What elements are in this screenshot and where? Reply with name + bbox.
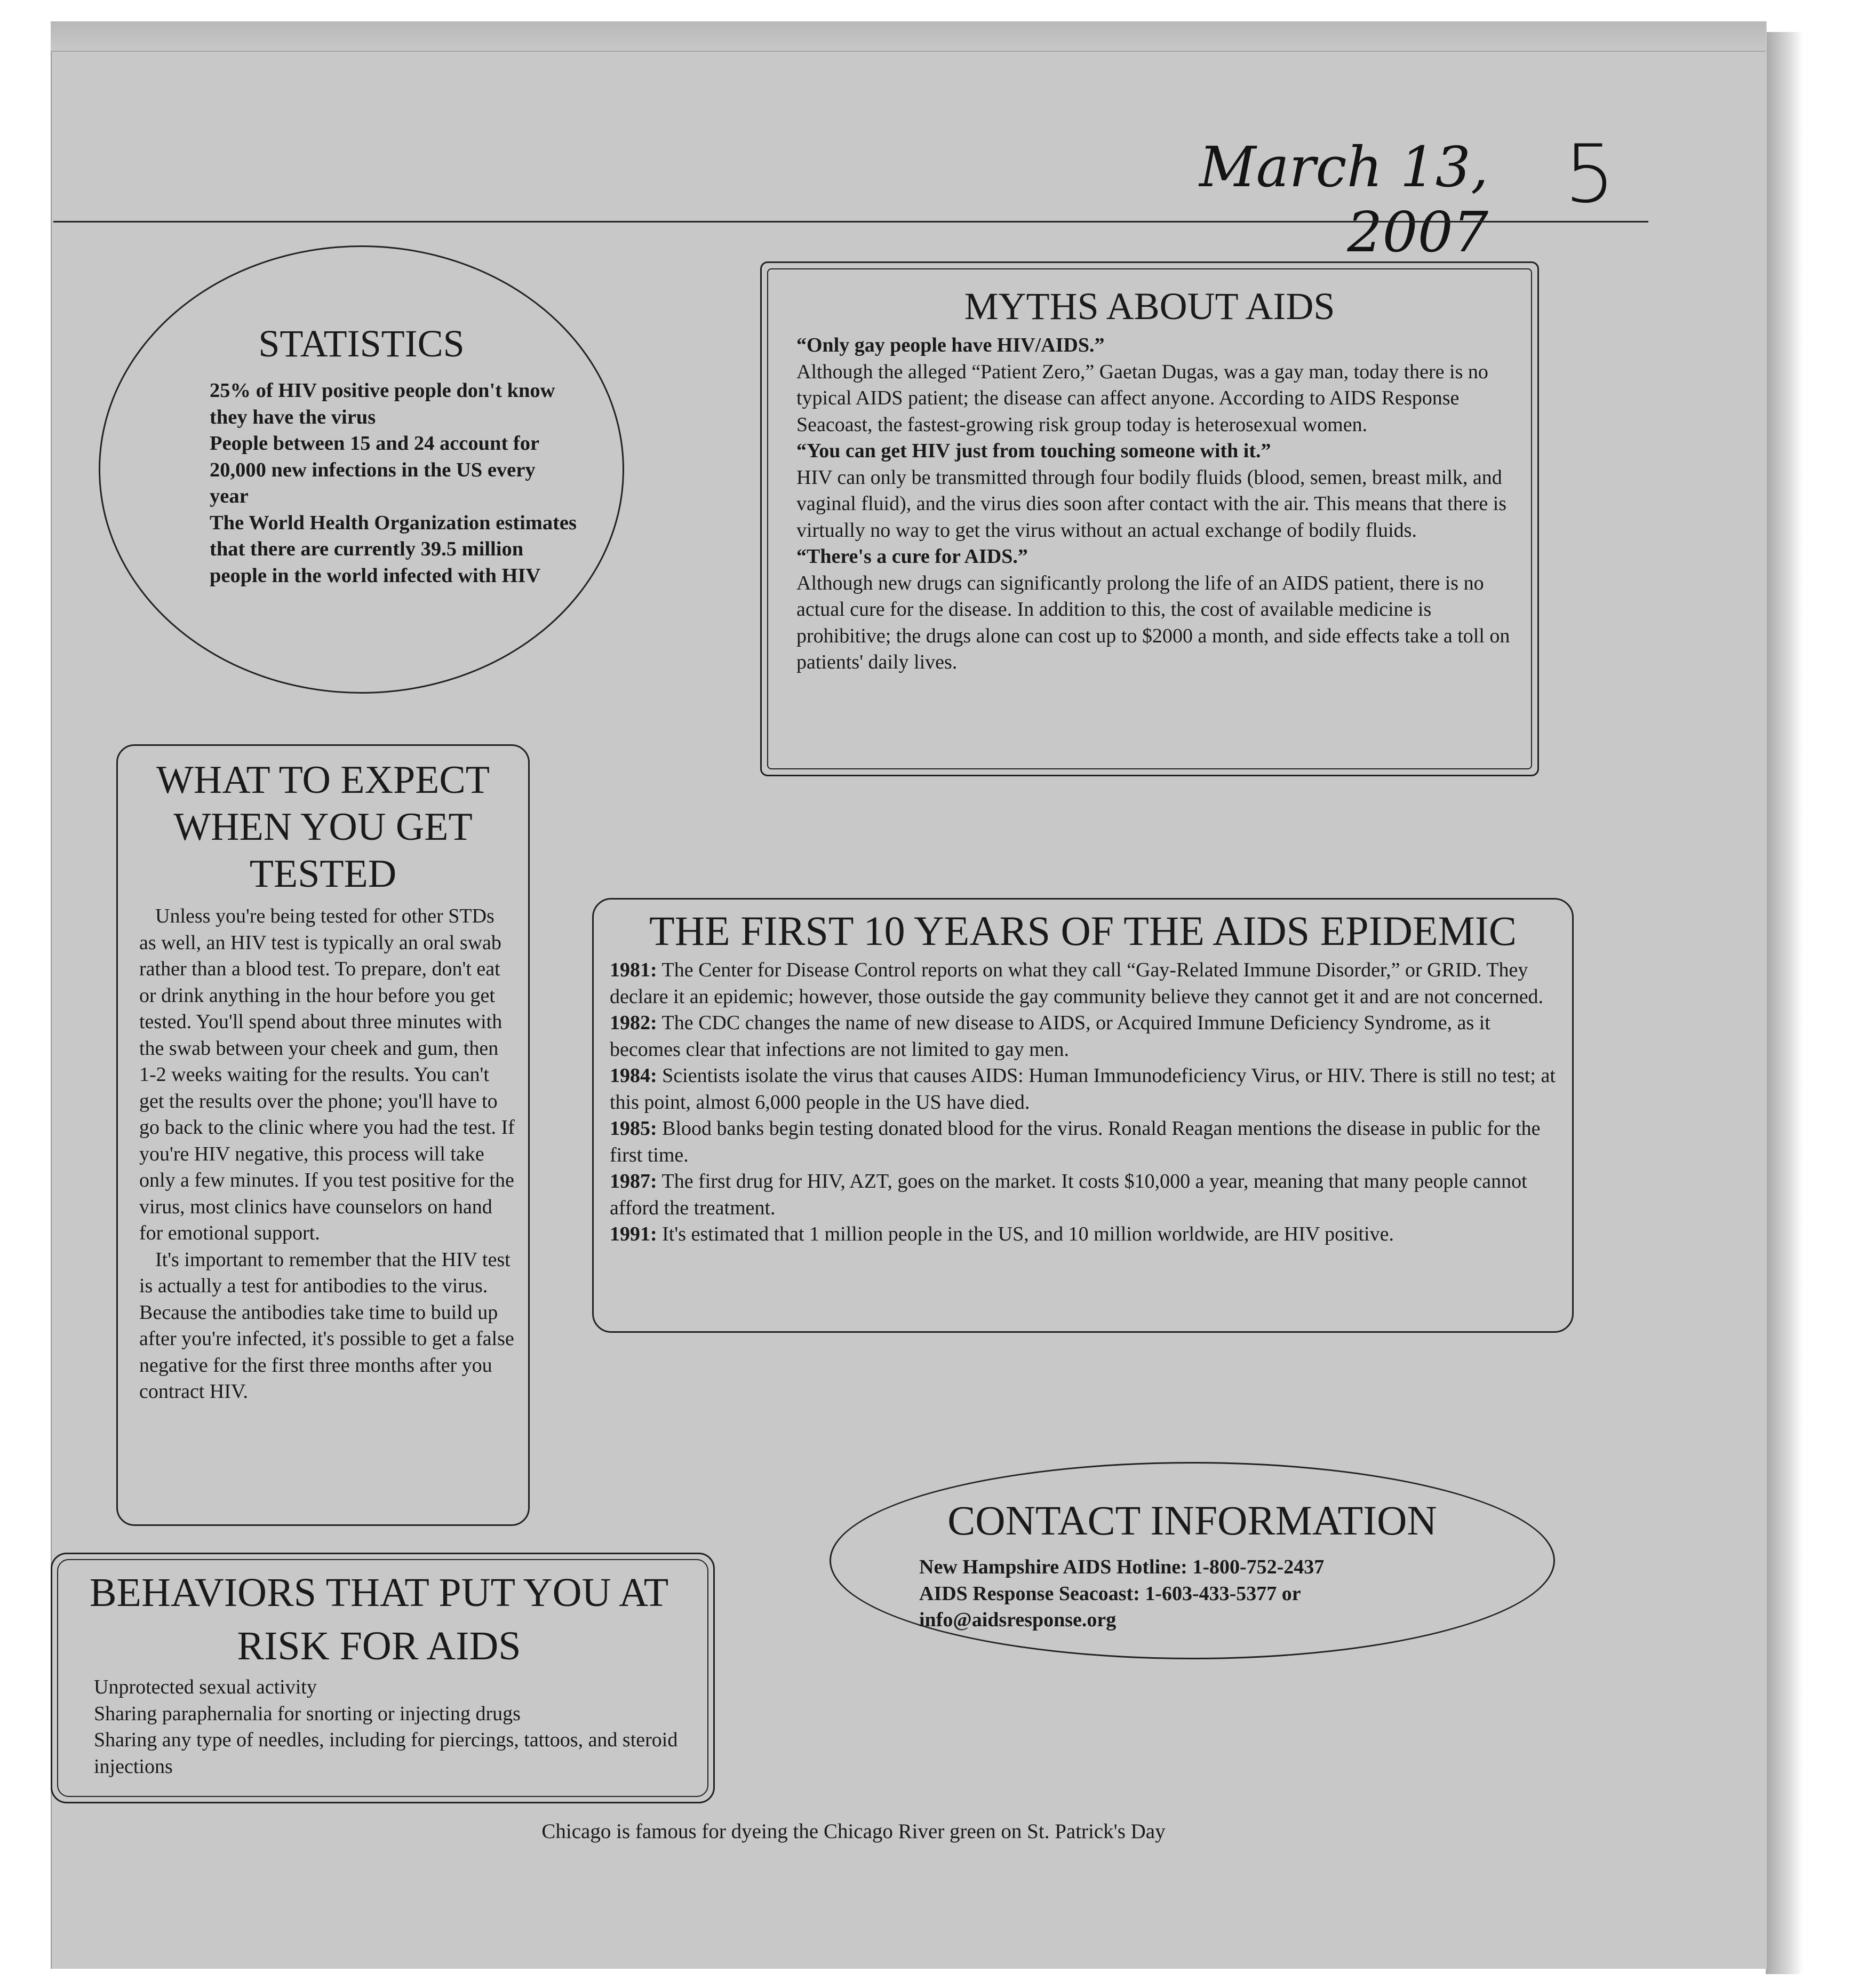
statistics-panel (99, 245, 624, 694)
myth-question: “There's a cure for AIDS.” (796, 545, 1028, 568)
timeline-text: Scientists isolate the virus that causes AIDS: Human Immunodeficiency Virus, or HIV. There is still no test; at this point, almost 6,000 people in the US have died. (610, 1064, 1556, 1114)
behaviors-title: BEHAVIORS THAT PUT YOU AT RISK FOR AIDS (89, 1570, 669, 1668)
myth-question: “You can get HIV just from touching someone with it.” (796, 440, 1271, 462)
testing-body (139, 903, 515, 1405)
page-edge-shadow (1766, 32, 1803, 1974)
epidemic-title: THE FIRST 10 YEARS OF THE AIDS EPIDEMIC (649, 908, 1517, 954)
timeline-text: The CDC changes the name of new disease to AIDS, or Acquired Immune Deficiency Syndrome, as it becomes clear that infections are not limited to gay men. (610, 1012, 1490, 1061)
timeline-text: The Center for Disease Control reports on what they call “Gay-Related Immune Disorder,” or GRID. They declare it an epidemic; however, those outside the gay community believe they cannot get it and are not concerned. (610, 959, 1544, 1008)
timeline-entry (610, 1221, 1565, 1248)
myth-question: “Only gay people have HIV/AIDS.” (796, 334, 1105, 356)
statistic-item: People between 15 and 24 account for 20,000 new infections in the US every year (210, 432, 539, 507)
statistics-title: STATISTICS (258, 322, 465, 365)
footer-caption: Chicago is famous for dyeing the Chicago River green on St. Patrick's Day (541, 1820, 1166, 1843)
contact-panel (830, 1462, 1555, 1659)
header-rule (53, 221, 1648, 222)
timeline-text: The first drug for HIV, AZT, goes on the market. It costs $10,000 a year, meaning that many people cannot afford the treatment. (610, 1170, 1527, 1219)
testing-title: WHAT TO EXPECT WHEN YOU GET TESTED (156, 758, 490, 896)
epidemic-timeline (610, 957, 1565, 1248)
contact-title: CONTACT INFORMATION (947, 1497, 1437, 1544)
timeline-text: It's estimated that 1 million people in the US, and 10 million worldwide, are HIV positive. (662, 1223, 1394, 1245)
statistics-list (210, 378, 578, 589)
contact-body (919, 1554, 1506, 1634)
timeline-entry (610, 1116, 1565, 1168)
myth-answer: Although the alleged “Patient Zero,” Gaetan Dugas, was a gay man, today there is no typical AIDS patient; the disease can affect anyone. According to AIDS Response Seacoast, the fastest-growing risk group today is heterosexual women. (796, 360, 1488, 436)
contact-email: info@aidsresponse.org (919, 1609, 1117, 1631)
statistic-item: The World Health Organization estimates that there are currently 39.5 million people in the world infected with HIV (210, 511, 577, 587)
issue-date: March 13, 2007 (1199, 134, 1488, 265)
myths-title: MYTHS ABOUT AIDS (964, 285, 1335, 328)
timeline-text: Blood banks begin testing donated blood for the virus. Ronald Reagan mentions the disease in public for the first time. (610, 1117, 1541, 1166)
myth-answer: Although new drugs can significantly prolong the life of an AIDS patient, there is no actual cure for the disease. In addition to this, the cost of available medicine is prohibitive; the drugs alone can cost up to $2000 a month, and side effects take a toll on patients' daily lives. (796, 571, 1510, 673)
statistic-item: 25% of HIV positive people don't know they have the virus (210, 379, 555, 428)
behaviors-panel (51, 1553, 715, 1803)
testing-paragraph: It's important to remember that the HIV test is actually a test for antibodies to the virus. Because the antibodies take time to build up after you're infected, it's possible to get a false negative for the first three months after you contract HIV. (139, 1248, 514, 1403)
myths-body (796, 332, 1527, 676)
contact-seacoast: AIDS Response Seacoast: 1-603-433-5377 or (919, 1582, 1301, 1605)
myths-panel (760, 261, 1539, 776)
behavior-item: Unprotected sexual activity (94, 1676, 317, 1698)
epidemic-panel (592, 898, 1574, 1333)
page-top-fold (51, 21, 1766, 52)
behavior-item: Sharing any type of needles, including for piercings, tattoos, and steroid injections (94, 1729, 678, 1778)
timeline-year: 1984: (610, 1064, 657, 1087)
timeline-year: 1982: (610, 1012, 657, 1034)
timeline-year: 1987: (610, 1170, 657, 1192)
contact-hotline: New Hampshire AIDS Hotline: 1-800-752-2437 (919, 1556, 1325, 1578)
page-number: 5 (1564, 128, 1615, 221)
behavior-item: Sharing paraphernalia for snorting or injecting drugs (94, 1702, 521, 1725)
timeline-year: 1991: (610, 1223, 657, 1245)
timeline-year: 1985: (610, 1117, 657, 1140)
testing-panel (116, 744, 530, 1526)
timeline-entry (610, 1063, 1565, 1116)
timeline-entry (610, 1010, 1565, 1063)
timeline-entry (610, 1168, 1565, 1221)
behaviors-list (94, 1674, 707, 1780)
timeline-entry (610, 957, 1565, 1010)
myth-answer: HIV can only be transmitted through four bodily fluids (blood, semen, breast milk, and vaginal fluid), and the virus dies soon after contact with the air. This means that there is virtually no way to get the virus without an actual exchange of bodily fluids. (796, 466, 1507, 542)
testing-paragraph: Unless you're being tested for other STDs as well, an HIV test is typically an oral swab rather than a blood test. To prepare, don't eat or drink anything in the hour before you get tested. You'll spend about three minutes with the swab between your cheek and gum, then 1-2 weeks waiting for the results. You can't get the results over the phone; you'll have to go back to the clinic where you had the test. If you're HIV negative, this process will take only a few minutes. If you test positive for the virus, most clinics have counselors on hand for emotional support. (139, 905, 515, 1244)
timeline-year: 1981: (610, 959, 657, 981)
